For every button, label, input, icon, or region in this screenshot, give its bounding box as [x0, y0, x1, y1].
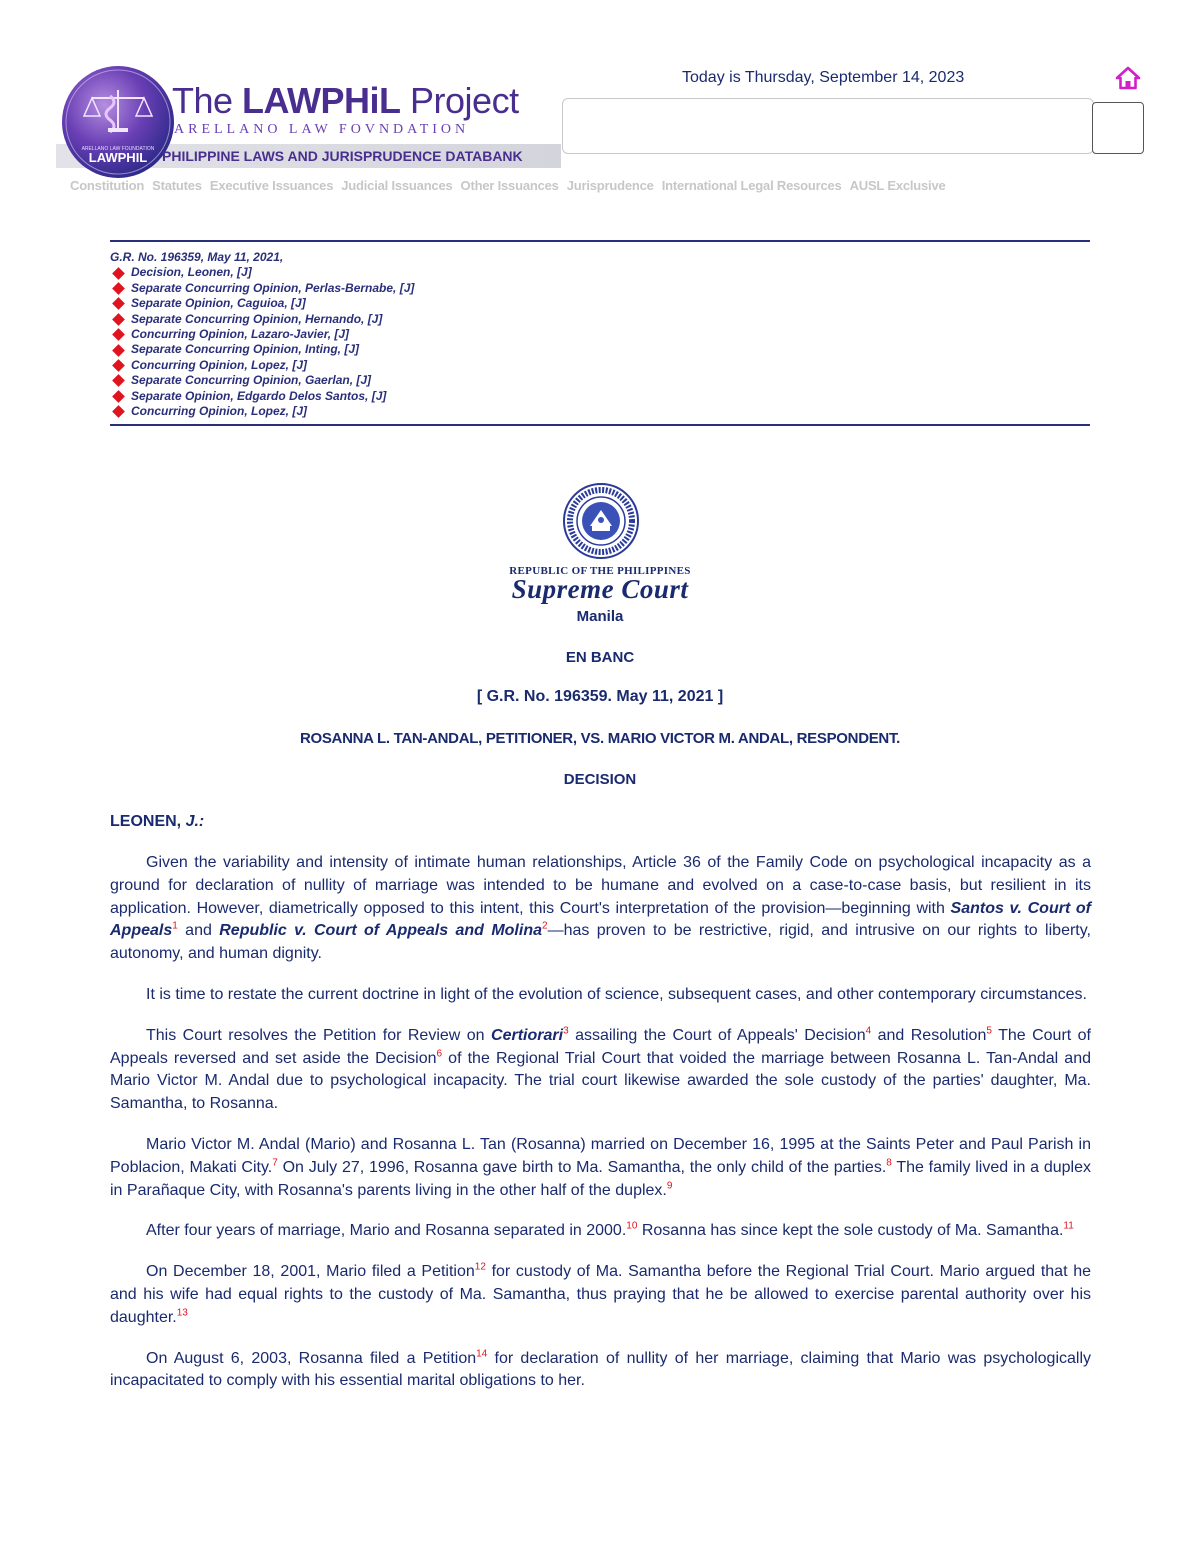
court-name: Supreme Court	[511, 574, 689, 604]
footnote-link[interactable]: 12	[474, 1261, 486, 1273]
site-logo[interactable]	[56, 62, 561, 170]
footnote-link[interactable]: 8	[886, 1157, 892, 1169]
legal-term: Certiorari	[491, 1026, 564, 1044]
nav-statutes[interactable]: Statutes	[152, 178, 202, 193]
red-diamond-icon	[112, 344, 125, 357]
logo-title: The LAWPHiL Project	[172, 80, 519, 121]
red-diamond-icon	[112, 328, 125, 341]
red-diamond-icon	[112, 298, 125, 311]
red-diamond-icon	[112, 390, 125, 403]
footnote-link[interactable]: 3	[563, 1025, 569, 1037]
opinion-link[interactable]: Separate Concurring Opinion, Hernando, [J]	[110, 312, 414, 327]
opinion-link[interactable]: Concurring Opinion, Lazaro-Javier, [J]	[110, 327, 414, 342]
search-button[interactable]	[1092, 102, 1144, 154]
document-type: DECISION	[563, 771, 637, 788]
law-scales-icon	[62, 66, 174, 178]
paragraph: On August 6, 2003, Rosanna filed a Petition$^{14}$ for declaration of nullity of her marriage, claiming that Mario was psychologically incapacitated to comply with his essential marital obligations to her.	[110, 1348, 1092, 1390]
paragraph: On December 18, 2001, Mario filed a Petition$^{12}$ for custody of Ma. Samantha before the Regional Trial Court. Mario argued that he and his wife had equal rights to the custody of Ma. Samantha, thus praying that he be allowed to exercise parental authority over his daughter.$^{13}$	[110, 1261, 1092, 1326]
red-diamond-icon	[112, 313, 125, 326]
footnote-link[interactable]: 5	[986, 1025, 992, 1037]
paragraph: Mario Victor M. Andal (Mario) and Rosanna L. Tan (Rosanna) married on December 16, 1995 at the Saints Peter and Paul Parish in Poblacion, Makati City.$^7$ On July 27, 1996, Rosanna gave birth to Ma. Samantha, the only child of the parties.$^8$ The family lived in a duplex in Parañaque City, with Rosanna's parents living in the other half of the duplex.$^9$	[110, 1135, 1092, 1199]
red-diamond-icon	[112, 375, 125, 388]
footnote-link[interactable]: 14	[476, 1348, 488, 1360]
nav-other-issuances[interactable]: Other Issuances	[460, 178, 559, 193]
court-division: EN BANC	[565, 649, 635, 666]
court-city: Manila	[576, 608, 624, 625]
logo-subtitle: ARELLANO LAW FOVNDATION	[174, 122, 470, 137]
home-icon[interactable]	[1115, 66, 1141, 90]
footnote-link[interactable]: 1	[172, 921, 178, 933]
footnote-link[interactable]: 11	[1063, 1221, 1074, 1233]
nav-international-legal-resources[interactable]: International Legal Resources	[661, 178, 842, 193]
main-nav	[70, 178, 954, 193]
opinion-link[interactable]: Decision, Leonen, [J]	[110, 265, 414, 280]
supreme-court-seal-icon	[562, 482, 640, 560]
logo-badge-text: LAWPHIL	[88, 150, 148, 165]
footnote-link[interactable]: 4	[865, 1025, 872, 1037]
opinion-link[interactable]: Concurring Opinion, Lopez, [J]	[110, 404, 414, 419]
case-citation: Republic v. Court of Appeals and Molina	[219, 922, 542, 940]
nav-jurisprudence[interactable]: Jurisprudence	[566, 178, 654, 193]
decision-body	[110, 852, 1091, 1411]
nav-constitution[interactable]: Constitution	[70, 178, 145, 193]
opinion-link[interactable]: Separate Concurring Opinion, Inting, [J]	[110, 342, 414, 357]
paragraph: It is time to restate the current doctrine in light of the evolution of science, subsequent cases, and other contemporary circumstances.	[146, 985, 1087, 1003]
divider-bottom	[110, 424, 1090, 426]
footnote-link[interactable]: 13	[176, 1307, 188, 1319]
opinion-link[interactable]: Concurring Opinion, Lopez, [J]	[110, 358, 414, 373]
footnote-link[interactable]: 2	[542, 921, 548, 933]
opinion-link[interactable]: Separate Concurring Opinion, Gaerlan, [J]	[110, 373, 414, 388]
logo-tagline: PHILIPPINE LAWS AND JURISPRUDENCE DATABANK	[162, 148, 523, 164]
case-number: [ G.R. No. 196359. May 11, 2021 ]	[476, 688, 724, 705]
red-diamond-icon	[112, 405, 125, 418]
red-diamond-icon	[112, 359, 125, 372]
opinion-link[interactable]: Separate Opinion, Caguioa, [J]	[110, 296, 414, 311]
case-parties: ROSANNA L. TAN-ANDAL, PETITIONER, VS. MARIO VICTOR M. ANDAL, RESPONDENT.	[299, 730, 901, 747]
svg-text:ARELLANO LAW FOUNDATION: ARELLANO LAW FOUNDATION	[81, 146, 155, 152]
nav-ausl-exclusive[interactable]: AUSL Exclusive	[849, 178, 946, 193]
footnote-link[interactable]: 7	[272, 1157, 278, 1169]
search-input[interactable]	[562, 98, 1094, 154]
opinion-link[interactable]: Separate Opinion, Edgardo Delos Santos, [J]	[110, 389, 414, 404]
nav-judicial-issuances[interactable]: Judicial Issuances	[341, 178, 453, 193]
footnote-link[interactable]: 6	[436, 1048, 443, 1060]
divider-top	[110, 240, 1090, 242]
red-diamond-icon	[112, 267, 125, 280]
case-citation: Santos v. Court of Appeals	[110, 899, 1091, 940]
paragraph: Given the variability and intensity of intimate human relationships, Article 36 of the Family Code on psychological incapacity as a ground for declaration of nullity of marriage was intended to be humane and evolved on a case-to-case basis, but resilient in its application. However, diametrically opposed to this intent, this Court's interpretation of the provision—beginning with Santos v. Court of Appeals$^1$ and Republic v. Court of Appeals and Molina$^2$—has proven to be restrictive, rigid, and intrusive on our rights to liberty, autonomy, and human dignity.	[110, 854, 1091, 963]
paragraph: After four years of marriage, Mario and Rosanna separated in 2000.10 Rosanna has since kept the sole custody of Ma. Samantha.$^{11}$	[146, 1221, 1074, 1240]
today-date: Today is Thursday, September 14, 2023	[682, 69, 965, 86]
ponente: LEONEN, J.:	[110, 813, 205, 830]
footnote-link[interactable]: 10	[626, 1221, 638, 1233]
opinions-list	[110, 250, 414, 419]
footnote-link[interactable]: 9	[666, 1180, 673, 1192]
opinions-case-ref: G.R. No. 196359, May 11, 2021,	[110, 250, 284, 264]
paragraph: This Court resolves the Petition for Review on Certiorari$^3$ assailing the Court of Appeals' Decision$^4$ and Resolution$^5$ The Court of Appeals reversed and set aside the Decision$^6$ of the Regional Trial Court that voided the marriage between Rosanna L. Tan-Andal and Mario Victor M. Andal due to psychological incapacity. The trial court likewise awarded the sole custody of the parties' daughter, Ma. Samantha, to Rosanna.	[110, 1025, 1092, 1113]
red-diamond-icon	[112, 282, 125, 295]
republic-header: REPUBLIC OF THE PHILIPPINES	[509, 565, 691, 577]
nav-executive-issuances[interactable]: Executive Issuances	[209, 178, 334, 193]
opinion-link[interactable]: Separate Concurring Opinion, Perlas-Bernabe, [J]	[110, 281, 414, 296]
